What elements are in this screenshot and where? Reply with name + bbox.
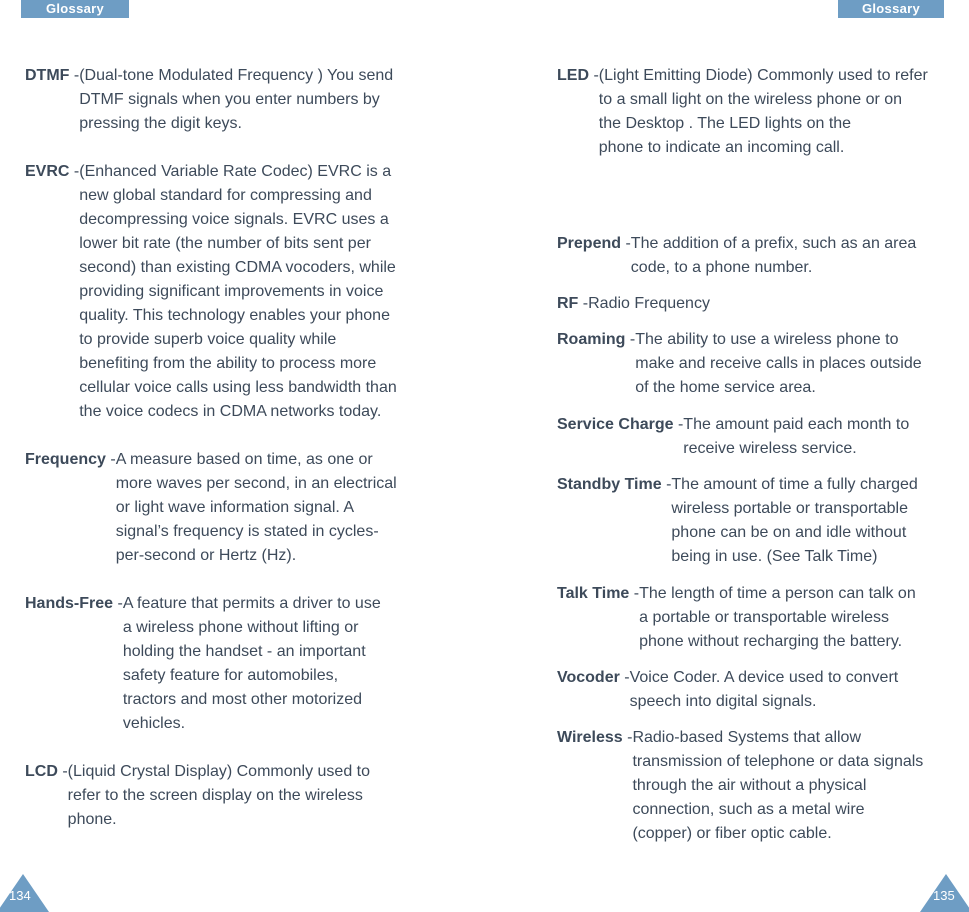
glossary-entry-prepend — [557, 232, 962, 280]
entry-definition: A feature that permits a driver to use a wireless phone without lifting or holding the handset - an important safety feature for automobiles, tractors and most other motorized vehicles. — [122, 595, 381, 732]
glossary-entry-roaming — [557, 328, 962, 400]
glossary-entry-wireless — [557, 726, 962, 846]
entry-definition: Radio-based Systems that allow transmission of telephone or data signals through the air without a physical connection, such as a metal wire (copper) or fiber optic cable. — [632, 729, 924, 842]
entry-head: Roaming - — [557, 331, 636, 348]
entry-term: Service Charge — [557, 416, 674, 433]
entry-term: Frequency — [25, 451, 106, 468]
entry-head: RF - — [557, 295, 589, 312]
entry-definition: A measure based on time, as one or more waves per second, in an electrical or light wave information signal. A signal’s frequency is stated in cycles- per-second or Hertz (Hz). — [115, 451, 397, 564]
entry-term: EVRC — [25, 163, 70, 180]
entry-term: LED — [557, 67, 589, 84]
glossary-entry-evrc — [25, 160, 425, 424]
entry-head: Wireless - — [557, 729, 633, 746]
entry-term: Vocoder — [557, 669, 620, 686]
entry-definition: Radio Frequency — [588, 295, 710, 312]
page-number-right: 135 — [933, 888, 955, 903]
glossary-entry-standby-time — [557, 473, 962, 569]
entry-term: Hands-Free — [25, 595, 114, 612]
entry-head: Service Charge - — [557, 416, 684, 433]
entry-term: LCD — [25, 763, 58, 780]
glossary-entry-lcd — [25, 760, 425, 832]
entry-head: Talk Time - — [557, 585, 640, 602]
entry-term: RF — [557, 295, 579, 312]
entry-head: EVRC - — [25, 163, 80, 180]
glossary-entry-hands-free — [25, 592, 425, 736]
glossary-entry-talk-time — [557, 582, 962, 654]
entry-head: LED - — [557, 67, 599, 84]
glossary-entry-led — [557, 64, 962, 160]
entry-definition: Voice Coder. A device used to convert speech into digital signals. — [629, 669, 899, 710]
glossary-tab-right: Glossary — [838, 0, 944, 18]
entry-head: Standby Time - — [557, 476, 672, 493]
entry-definition: (Liquid Crystal Display) Commonly used to refer to the screen display on the wireless phone. — [67, 763, 370, 828]
entry-definition: The ability to use a wireless phone to make and receive calls in places outside of the home service area. — [635, 331, 922, 396]
entry-definition: (Light Emitting Diode) Commonly used to refer to a small light on the wireless phone or on the Desktop . The LED lights on the phone to indicate an incoming call. — [598, 67, 928, 156]
glossary-entry-frequency — [25, 448, 425, 568]
page-number-left: 134 — [9, 888, 31, 903]
glossary-entry-dtmf — [25, 64, 425, 136]
entry-term: DTMF — [25, 67, 70, 84]
entry-definition: The length of time a person can talk on a portable or transportable wireless phone without recharging the battery. — [639, 585, 916, 650]
entry-term: Standby Time — [557, 476, 662, 493]
entry-head: Prepend - — [557, 235, 631, 252]
glossary-entry-service-charge — [557, 413, 962, 461]
entry-definition: (Enhanced Variable Rate Codec) EVRC is a new global standard for compressing and decompressing voice signals. EVRC uses a lower bit rate (the number of bits sent per second) than existing CDMA vocoders, while providing significant improvements in voice quality. This technology enables your phone to provide superb voice quality while benefiting from the ability to process more cellular voice calls using less bandwidth than the voice codecs in CDMA networks today. — [79, 163, 397, 420]
entry-definition: The amount of time a fully charged wireless portable or transportable phone can be on and idle without being in use. (See Talk Time) — [671, 476, 918, 565]
entry-head: DTMF - — [25, 67, 80, 84]
entry-definition: The addition of a prefix, such as an area code, to a phone number. — [630, 235, 917, 276]
entry-head: Frequency - — [25, 451, 116, 468]
glossary-tab-left: Glossary — [21, 0, 129, 18]
entry-definition: (Dual-tone Modulated Frequency ) You send DTMF signals when you enter numbers by pressing the digit keys. — [79, 67, 394, 132]
entry-term: Roaming — [557, 331, 626, 348]
entry-head: Hands-Free - — [25, 595, 123, 612]
entry-term: Wireless — [557, 729, 623, 746]
entry-term: Talk Time — [557, 585, 630, 602]
glossary-entry-rf — [557, 292, 962, 316]
entry-term: Prepend — [557, 235, 622, 252]
entry-definition: The amount paid each month to receive wireless service. — [683, 416, 910, 457]
entry-head: LCD - — [25, 763, 68, 780]
glossary-entry-vocoder — [557, 666, 962, 714]
entry-head: Vocoder - — [557, 669, 630, 686]
